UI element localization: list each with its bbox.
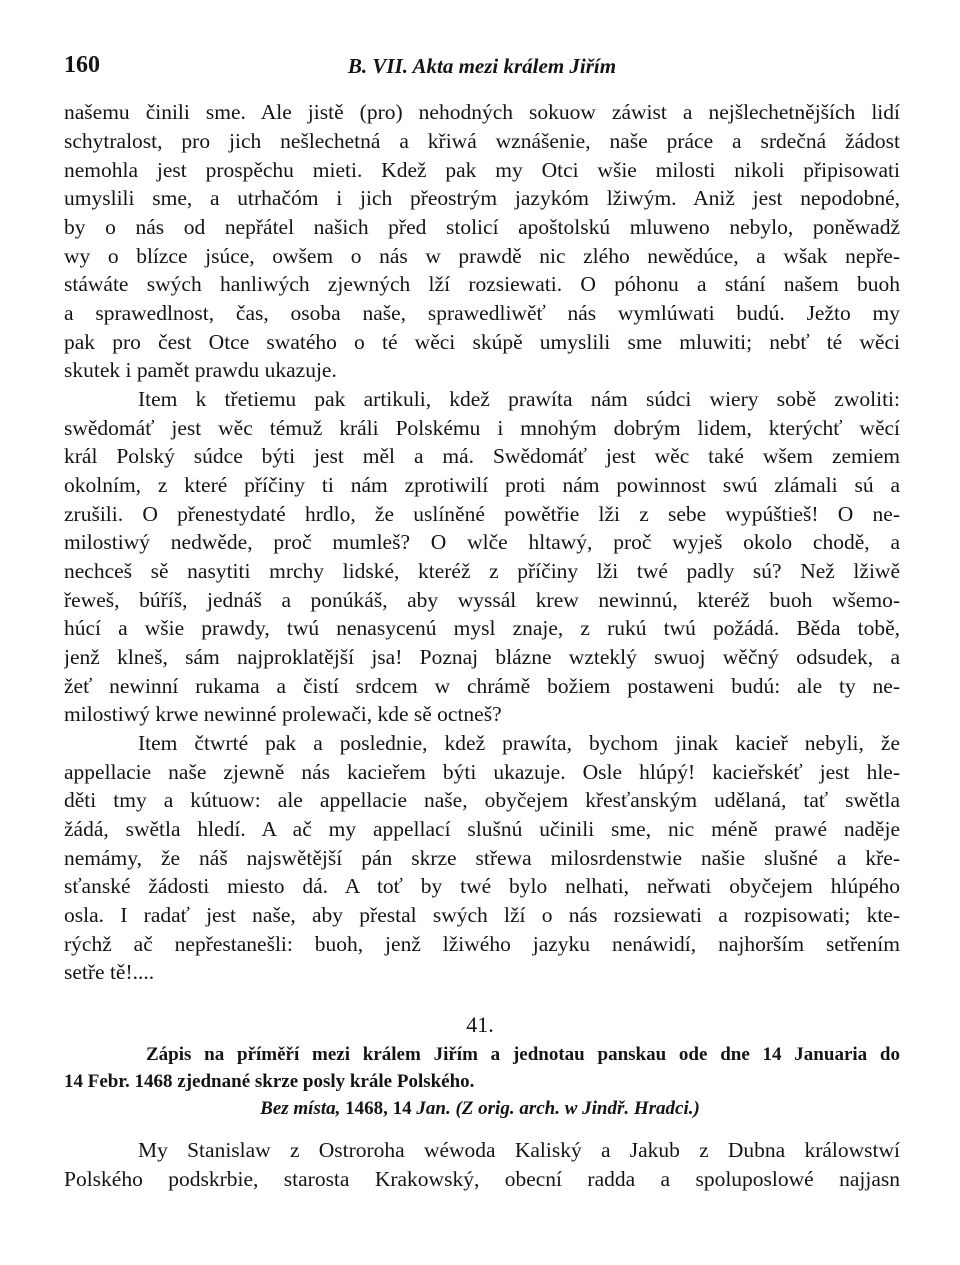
text-line: našemu činili sme. Ale jistě (pro) nehodných sokuow záwist a nejšlechetnějších lidí xyxy=(64,100,900,124)
text-line: schytralost, pro jich nešlechetná a křiwá wznášenie, naše práce a srdečná žádost xyxy=(64,129,900,153)
text-line: stáwáte swých hanliwých zjewných lží rozsiewati. O póhonu a stání našem buoh xyxy=(64,272,900,296)
text-line: Item k třetiemu pak artikuli, kdež prawíta nám súdci wiery sobě zwoliti: xyxy=(138,387,900,411)
text-line: pak pro čest Otce swatého o té wěci skúpě umyslili sme mluwiti; nebť té wěci xyxy=(64,330,900,354)
text-line: děti tmy a kútuow: ale appellacie naše, obyčejem křesťanským udělaná, tať swětla xyxy=(64,788,900,812)
text-line: Item čtwrté pak a poslednie, kdež prawíta, bychom jinak kacieř nebyli, že xyxy=(138,731,900,755)
source-date: 1468, 14 xyxy=(340,1098,417,1119)
text-line: nemámy, že náš najswětější pán skrze střewa milosrdenstwie našie slušné a kře- xyxy=(64,846,900,870)
running-title: B. VII. Akta mezi králem Jiřím xyxy=(347,54,617,78)
document-text-line: Polského podskrbie, starosta Krakowský, obecní radda a spoluposlowé najjasn xyxy=(64,1167,900,1191)
document-number: 41. xyxy=(466,1012,494,1037)
text-line: húcí a wšie prawdy, twú nenasycenú mysl znaje, z rukú twú požádá. Běda tobě, xyxy=(64,616,900,640)
source-archive: (Z orig. arch. w Jindř. Hradci.) xyxy=(450,1098,700,1119)
text-line: rýchž ač nepřestanešli: buoh, jenž lžiwého jazyku nenáwidí, najhorším setřením xyxy=(64,932,900,956)
text-line: wy o blízce jsúce, owšem o nás w prawdě nic zlého newědúce, a wšak nepře- xyxy=(64,244,900,268)
text-line: žeť newinní rukama a čistí srdcem w chrámě božiem postaweni budú: ale ty ne- xyxy=(64,674,900,698)
source-month: Jan. xyxy=(416,1098,451,1119)
text-line: žádá, swětla hledí. A ač my appellací slušnú učinili sme, nic méně prawé naděje xyxy=(64,817,900,841)
text-line: appellacie naše zjewně nás kacieřem býti ukazuje. Osle hlúpý! kacieřskéť jest hle- xyxy=(64,760,900,784)
text-line: jenž klneš, sám najproklatější jsa! Poznaj blázne wzteklý swuoj wěčný odsudek, a xyxy=(64,645,900,669)
text-line: zrušili. O přenestydaté hrdlo, že uslíněné powětřie lži z sebe wypúštieš! O ne- xyxy=(64,502,900,526)
document-source xyxy=(0,1095,960,1123)
text-line: sťanské žádosti miesto dá. A toť by twé bylo nelhati, neřwati obyčejem hlúpého xyxy=(64,874,900,898)
document-summary-line: 14 Febr. 1468 zjednané skrze posly krále Polského. xyxy=(64,1071,475,1092)
text-line: král Polský súdce býti jest měl a má. Swědomáť jest wěc také wšem zemiem xyxy=(64,444,900,468)
text-line: setře tě!.... xyxy=(64,960,155,984)
text-line: milostiwý krwe newinné prolewači, kde sě octneš? xyxy=(64,702,502,726)
text-line: umyslili sme, a utrhačóm i jich přeostrým jazykóm lžiwým. Aniž jest nepodobné, xyxy=(64,186,900,210)
text-line: swědomáť jest wěc témuž králi Polskému i mnohým dobrým lidem, kterýchť wěcí xyxy=(64,416,900,440)
text-line: okolním, z které příčiny ti nám zprotiwilí proti nám powinnost swú zlámali sú a xyxy=(64,473,900,497)
text-line: milostiwý nedwěde, proč mumleš? O wlče hltawý, proč wyješ okolo chodě, a xyxy=(64,530,900,554)
text-line: skutek i pamět prawdu ukazuje. xyxy=(64,358,337,382)
text-line: nechceš sě nasytiti mrchy lidské, kteréž z příčiny lži twé padly sú? Než lžiwě xyxy=(64,559,900,583)
source-place: Bez místa, xyxy=(260,1098,341,1119)
document-summary-line: Zápis na příměří mezi králem Jiřím a jednotau panskau ode dne 14 Januaria do xyxy=(146,1044,900,1065)
text-line: osla. I radať jest naše, aby přestal swých lží o nás rozsiewati a rozpisowati; kte- xyxy=(64,903,900,927)
text-line: a sprawedlnost, čas, osoba naše, sprawedliwěť nás wymlúwati budú. Ježto my xyxy=(64,301,900,325)
text-line: řeweš, búříš, jednáš a ponúkáš, aby wyssál krew newinnú, kteréž buoh wšemo- xyxy=(64,588,900,612)
document-text-line: My Stanislaw z Ostroroha wéwoda Kaliský a Jakub z Dubna králowstwí xyxy=(138,1138,900,1162)
text-line: nemohla jest prospěchu mieti. Kdež pak my Otci wšie milosti nikoli připisowati xyxy=(64,158,900,182)
page-number: 160 xyxy=(64,52,100,78)
text-line: by o nás od nepřátel našich před stolicí apoštolskú mluweno nebylo, poněwadž xyxy=(64,215,900,239)
page-header xyxy=(64,52,900,92)
